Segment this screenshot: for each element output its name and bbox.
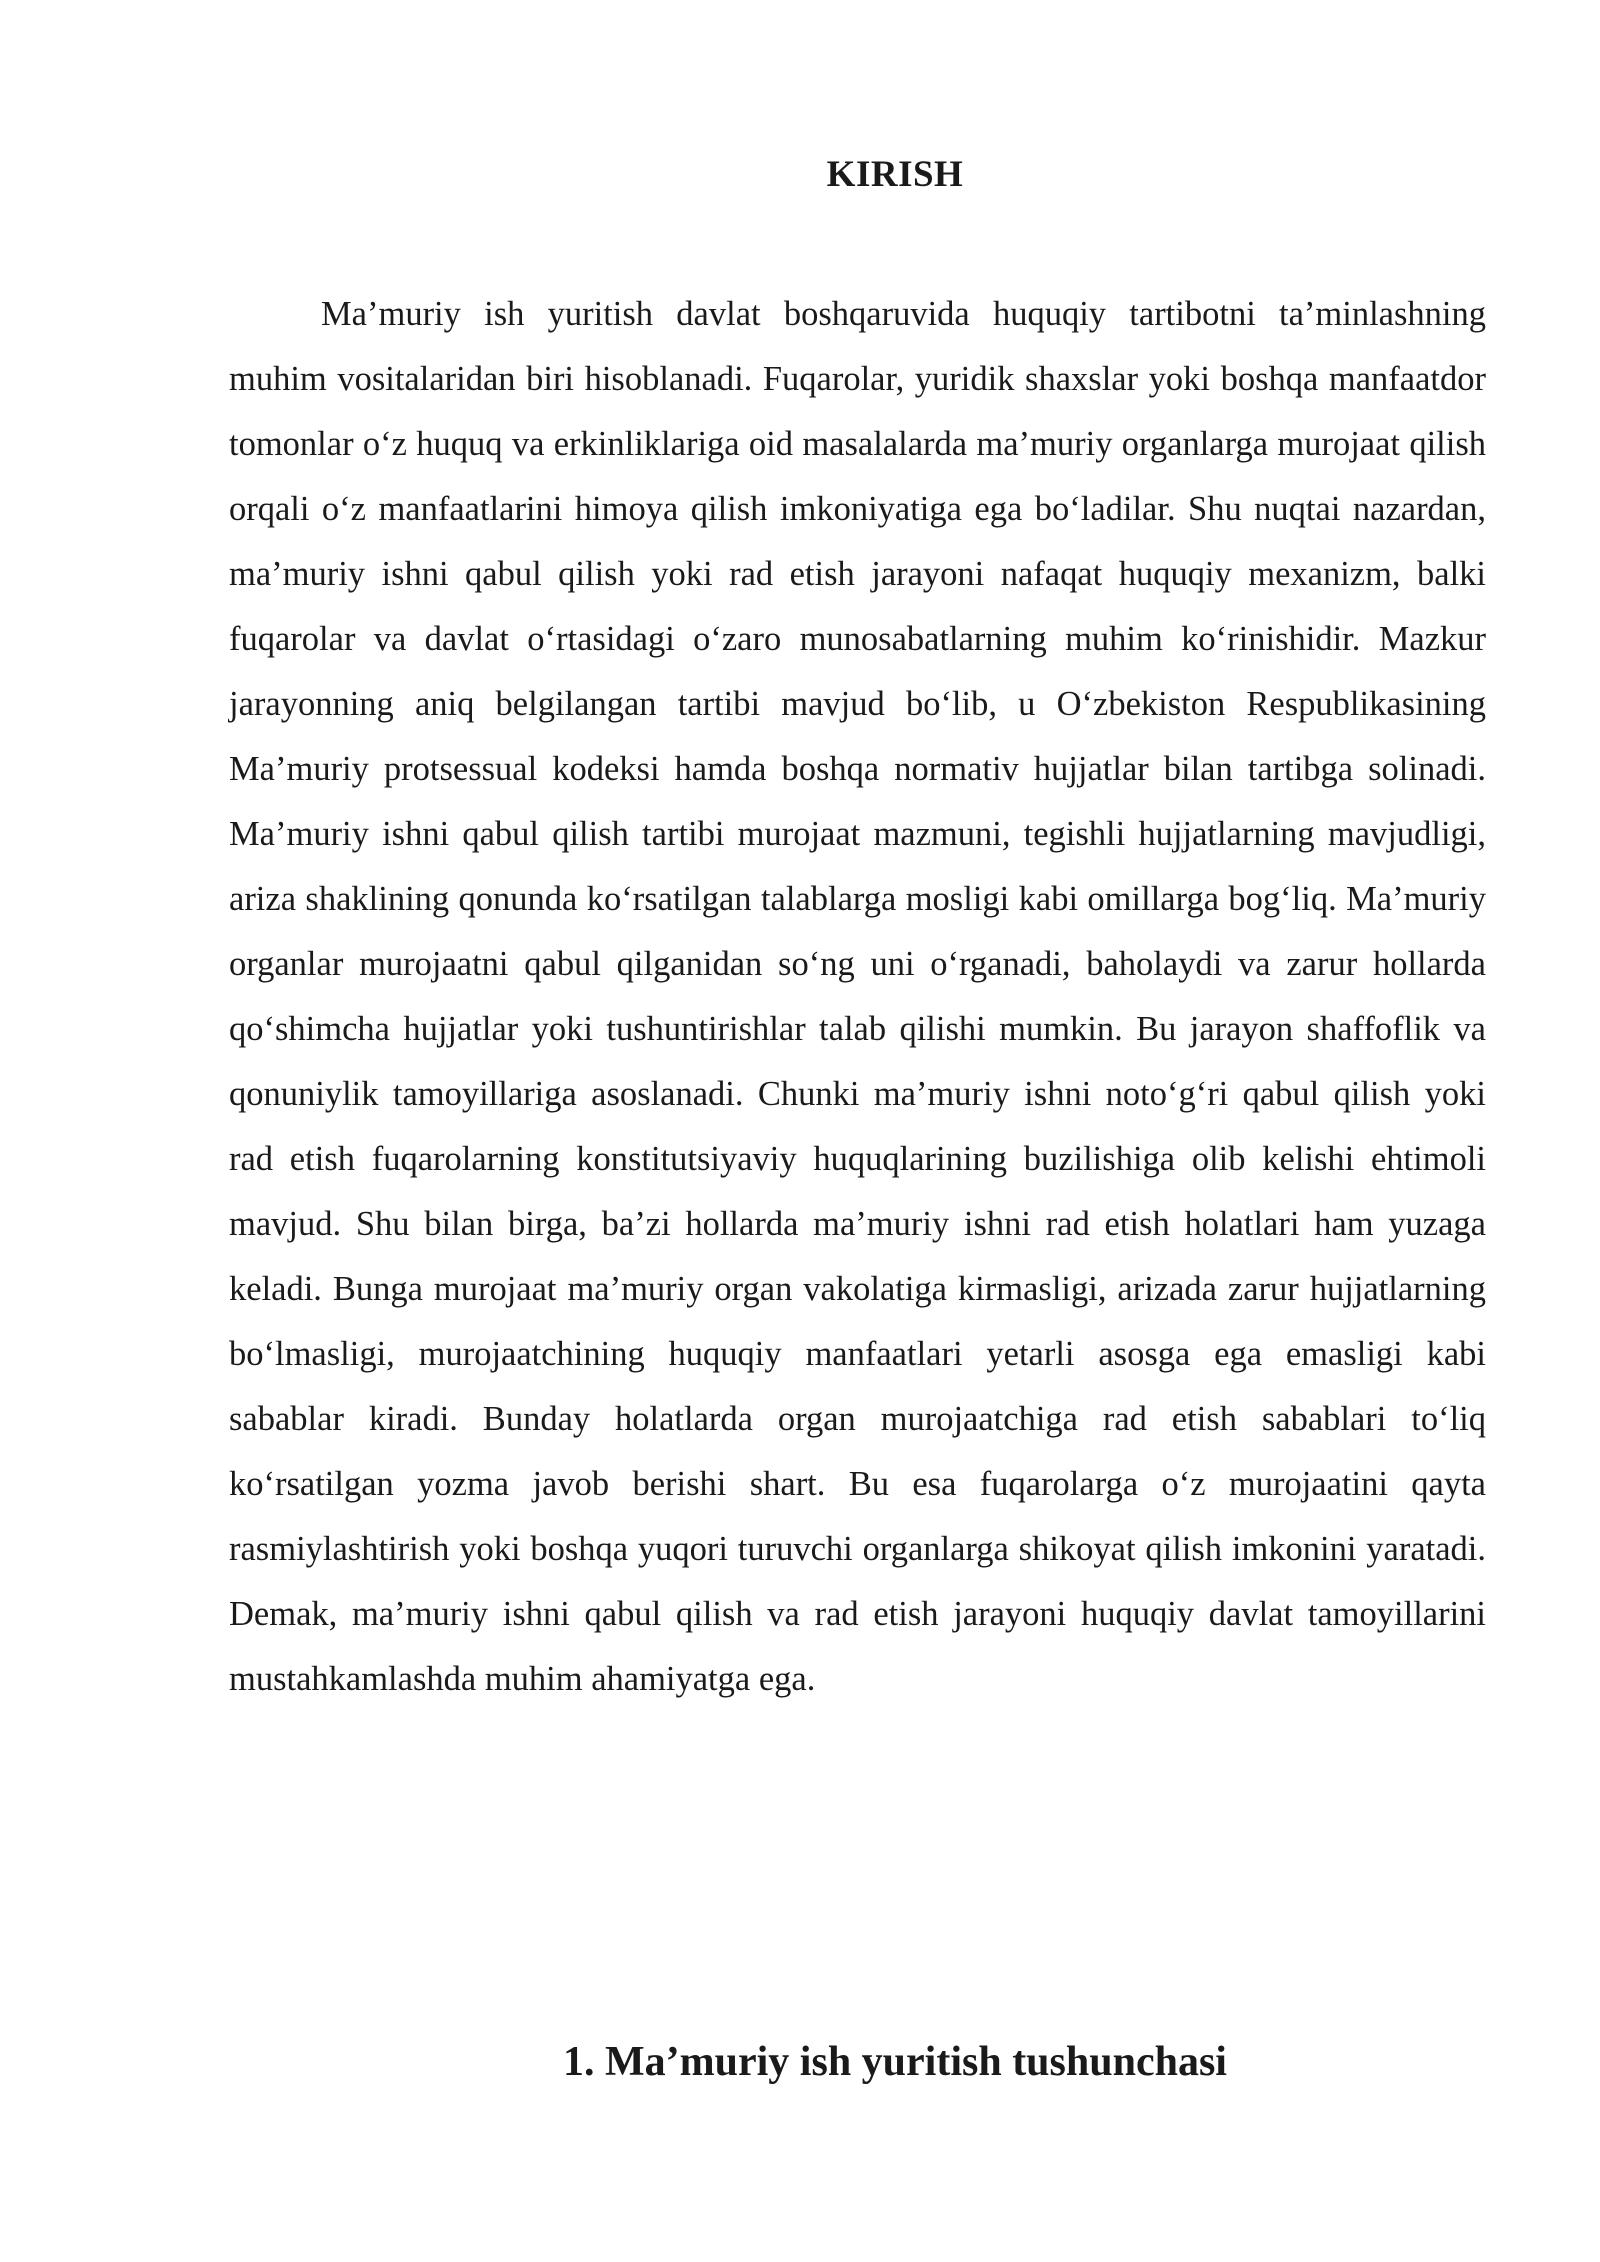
intro-paragraph: Ma’muriy ish yuritish davlat boshqaruvida huquqiy tartibotni ta’minlashning muhim vositalaridan biri hisoblanadi. Fuqarolar, yuridik shaxslar yoki boshqa manfaatdor tomonlar o‘z huquq va erkinliklariga oid masalalarda ma’muriy organlarga murojaat qilish orqali o‘z manfaatlarini himoya qilish imkoniyatiga ega bo‘ladilar. Shu nuqtai nazardan, ma’muriy ishni qabul qilish yoki rad etish jarayoni nafaqat huquqiy mexanizm, balki fuqarolar va davlat o‘rtasidagi o‘zaro munosabatlarning muhim ko‘rinishidir. Mazkur jarayonning aniq belgilangan tartibi mavjud bo‘lib, u O‘zbekiston Respublikasining Ma’muriy protsessual kodeksi hamda boshqa normativ hujjatlar bilan tartibga solinadi. Ma’muriy ishni qabul qilish tartibi murojaat mazmuni, tegishli hujjatlarning mavjudligi, ariza shaklining qonunda ko‘rsatilgan talablarga mosligi kabi omillarga bog‘liq. Ma’muriy organlar murojaatni qabul qilganidan so‘ng uni o‘rganadi, baholaydi va zarur hollarda qo‘shimcha hujjatlar yoki tushuntirishlar talab qilishi mumkin. Bu jarayon shaffoflik va qonuniylik tamoyillariga asoslanadi. Chunki ma’muriy ishni noto‘g‘ri qabul qilish yoki rad etish fuqarolarning konstitutsiyaviy huquqlarining buzilishiga olib kelishi ehtimoli mavjud. Shu bilan birga, ba’zi hollarda ma’muriy ishni rad etish holatlari ham yuzaga keladi. Bunga murojaat ma’muriy organ vakolatiga kirmasligi, arizada zarur hujjatlarning bo‘lmasligi, murojaatchining huquqiy manfaatlari yetarli asosga ega emasligi kabi sabablar kiradi. Bunday holatlarda organ murojaatchiga rad etish sabablari to‘liq ko‘rsatilgan yozma javob berishi shart. Bu esa fuqarolarga o‘z murojaatini qayta rasmiylashtirish yoki boshqa yuqori turuvchi organlarga shikoyat qilish imkonini yaratadi. Demak, ma’muriy ishni qabul qilish va rad etish jarayoni huquqiy davlat tamoyillarini mustahkamlashda muhim ahamiyatga ega. [229, 295, 1486, 1698]
section-heading: 1. Ma’muriy ish yuritish tushunchasi [563, 2039, 1227, 2085]
document-title: KIRISH [826, 154, 964, 195]
